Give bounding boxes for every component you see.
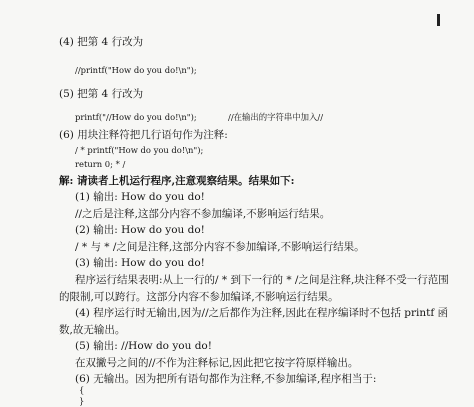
text-line-1: (4) 把第 4 行改为 [59, 36, 144, 48]
text-line-2: (5) 把第 4 行改为 [59, 88, 144, 100]
result-1: (1) 输出: How do you do! [75, 191, 205, 203]
code-close-brace: } [79, 396, 85, 406]
result-2: (2) 输出: How do you do! [75, 224, 205, 236]
code-open-brace: { [79, 385, 85, 395]
result-6: (6) 无输出。因为把所有语句都作为注释,不参加编译,程序相当于: [75, 373, 377, 385]
text-line-3: (6) 用块注释符把几行语句作为注释: [59, 129, 228, 141]
result-5-note: 在双撇号之间的//不作为注释标记,因此把它按字符原样输出。 [75, 357, 359, 369]
answer-heading: 解: 请读者上机运行程序,注意观察结果。结果如下: [59, 175, 295, 187]
result-2-note: / * 与 * /之间是注释,这部分内容不参加编译,不影响运行结果。 [75, 241, 365, 253]
result-4-b: 数,故无输出。 [59, 324, 126, 336]
code-line-3: / * printf("How do you do!\n"); [75, 145, 204, 155]
corner-mark [437, 14, 440, 26]
result-5: (5) 输出: //How do you do! [75, 340, 212, 352]
code-comment: //在输出的字符串中加入// [228, 112, 324, 122]
result-3-note-a: 程序运行结果表明:从上一行的/ * 到下一行的 * /之间是注释,块注释不受一行范围 [75, 274, 449, 286]
result-4-a: (4) 程序运行时无输出,因为//之后都作为注释,因此在程序编译时不包括 printf 函 [75, 307, 449, 319]
code-line-2: printf("//How do you do!\n"); [75, 112, 197, 122]
result-3: (3) 输出: How do you do! [75, 257, 205, 269]
result-1-note: //之后是注释,这部分内容不参加编译,不影响运行结果。 [75, 208, 331, 220]
code-line-1: //printf("How do you do!\n"); [75, 65, 197, 75]
result-3-note-b: 的限制,可以跨行。这部分内容不参加编译,不影响运行结果。 [59, 291, 339, 303]
code-line-4: return 0; * / [75, 159, 126, 169]
